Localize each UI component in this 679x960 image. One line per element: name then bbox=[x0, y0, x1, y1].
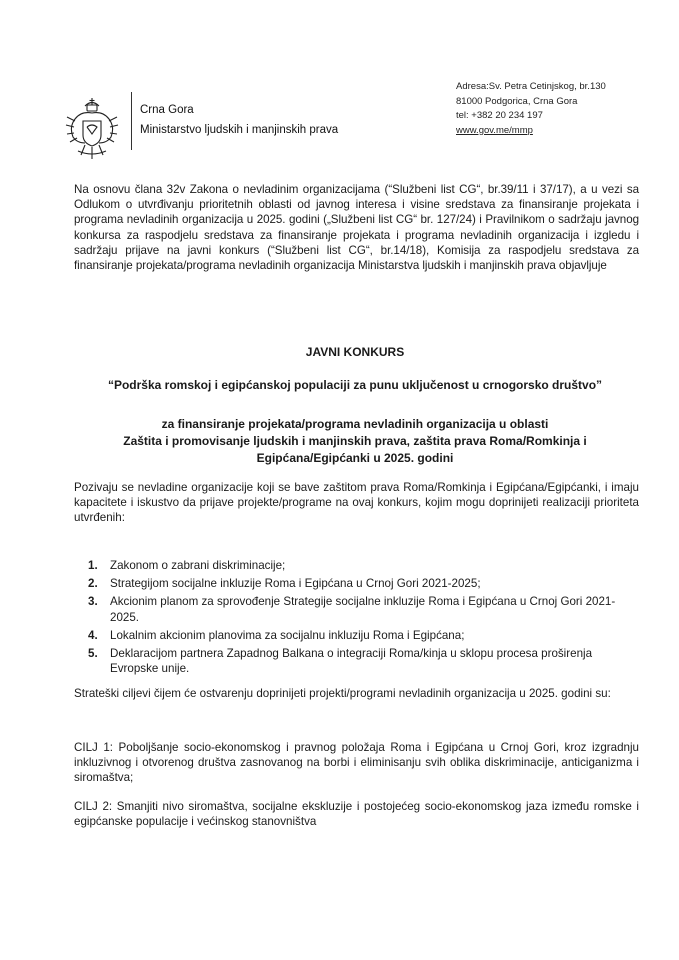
list-item bbox=[88, 646, 639, 676]
address-block bbox=[456, 80, 606, 138]
list-item bbox=[88, 576, 639, 591]
ministry-heading bbox=[140, 100, 338, 140]
goal-1-paragraph: CILJ 1: Poboljšanje socio-ekonomskog i pravnog položaja Roma i Egipćana u Crnoj Gori, kroz izgradnju inkluzivnog i otvorenog društva zasnovanog na borbi i eliminisanju svih oblika diskriminacije, anticiganizma i siromaštva; bbox=[74, 741, 639, 785]
description-line: za finansiranje projekata/programa nevladinih organizacija u oblasti bbox=[161, 417, 549, 431]
website-link[interactable]: www.gov.me/mmp bbox=[456, 124, 533, 136]
list-number: 5. bbox=[88, 647, 98, 661]
goal-2-paragraph: CILJ 2: Smanjiti nivo siromaštva, socijalne ekskluzije i postojećeg socio-ekonomskog jaza između romske i egipćanske populacije i većinskog stanovništva bbox=[74, 800, 639, 829]
list-item bbox=[88, 594, 639, 624]
list-item bbox=[88, 628, 639, 643]
list-number: 4. bbox=[88, 628, 98, 642]
call-paragraph: Pozivaju se nevladine organizacije koji se bave zaštitom prava Roma/Romkinja i Egipćana/Egipćanki, i imaju kapacitete i iskustvo da prijave projekte/programe na ovaj konkurs, kojim mogu doprinijeti realizaciji prioriteta utvrđenih: bbox=[74, 481, 639, 525]
description-line: Zaštita i promovisanje ljudskih i manjinskih prava, zaštita prava Roma/Romkinja i bbox=[123, 434, 587, 448]
country-name: Crna Gora bbox=[140, 104, 194, 116]
list-number: 1. bbox=[88, 559, 98, 572]
list-text: Strategijom socijalne inkluzije Roma i Egipćana u Crnoj Gori 2021-2025; bbox=[110, 577, 481, 591]
list-text: Deklaracijom partnera Zapadnog Balkana o integraciji Roma/kinja u sklopu procesa proširenja Evropske unije. bbox=[110, 647, 593, 676]
address-city: 81000 Podgorica, Crna Gora bbox=[456, 95, 578, 107]
list-text: Zakonom o zabrani diskriminacije; bbox=[110, 559, 286, 572]
priority-list bbox=[88, 558, 639, 679]
document-description bbox=[60, 416, 650, 467]
list-text: Akcionim planom za sprovođenje Strategije socijalne inkluzije Roma i Egipćana u Crnoj Gori 2021-2025. bbox=[110, 595, 616, 624]
list-number: 3. bbox=[88, 595, 98, 609]
document-title: JAVNI KONKURS bbox=[305, 345, 405, 359]
list-item bbox=[88, 558, 639, 573]
address-street: Adresa:Sv. Petra Cetinjskog, br.130 bbox=[456, 81, 606, 92]
description-line: Egipćana/Egipćanki u 2025. godini bbox=[256, 451, 454, 465]
coat-of-arms-emblem bbox=[63, 97, 121, 161]
header-divider bbox=[131, 92, 132, 150]
ministry-name: Ministarstvo ljudskih i manjinskih prava bbox=[140, 124, 339, 136]
document-subtitle: “Podrška romskoj i egipćanskoj populaciji za punu uključenost u crnogorsko društvo” bbox=[107, 378, 603, 392]
address-phone: tel: +382 20 234 197 bbox=[456, 110, 543, 122]
goals-intro-paragraph: Strateški ciljevi čijem će ostvarenju doprinijeti projekti/programi nevladinih organizacija u 2025. godini su: bbox=[74, 687, 611, 700]
intro-paragraph: Na osnovu člana 32v Zakona o nevladinim organizacijama (“Službeni list CG“, br.39/11 i 37/17), a u vezi sa Odlukom o utvrđivanju prioritetnih oblasti od javnog interesa i visine sredstava za finansiranje projekata i programa nevladinih organizacija u 2025. godini („Službeni list CG“ br. 127/24) i Pravilnikom o sadržaju javnog konkursa za raspodjelu sredstava za finansiranje projekata i programa nevladinih organizacija i izgledu i sadržaju prijave na javni konkurs (“Službeni list CG“, br.14/18), Komisija za raspodjelu sredstava za finansiranje projekata/programa nevladinih organizacija Ministarstva ljudskih i manjinskih prava objavljuje bbox=[74, 183, 639, 273]
list-number: 2. bbox=[88, 577, 98, 591]
list-text: Lokalnim akcionim planovima za socijalnu inkluziju Roma i Egipćana; bbox=[110, 628, 465, 642]
